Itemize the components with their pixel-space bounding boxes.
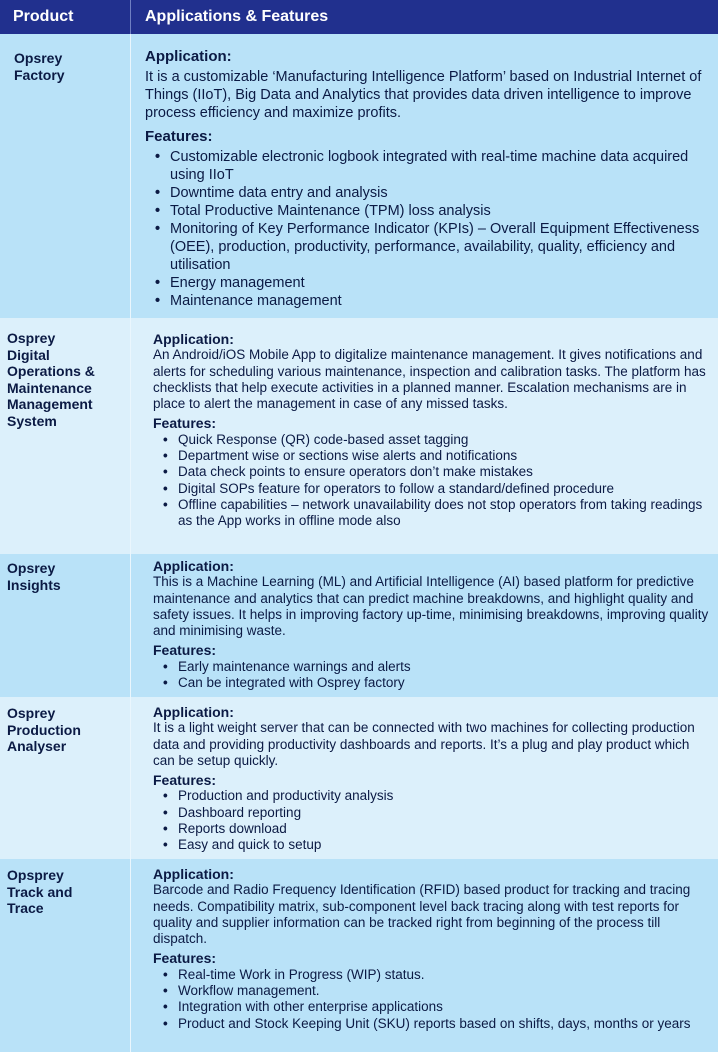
feature-item: • Data check points to ensure operators don’t make mistakes <box>153 464 712 480</box>
application-heading: Application: <box>153 704 234 720</box>
feature-item: • Reports download <box>153 821 712 837</box>
application-text: This is a Machine Learning (ML) and Artificial Intelligence (AI) based platform for predictive maintenance and analytics that can predict machine breakdowns, and highlight quality and safety issues. It helps in improving factory up-time, minimising breakdowns, improving quality and minimising waste. <box>153 574 709 639</box>
feature-item: • Digital SOPs feature for operators to follow a standard/defined procedure <box>153 481 712 497</box>
row-details <box>131 859 718 1052</box>
features-list <box>153 967 712 1032</box>
features-heading: Features: <box>153 642 217 659</box>
features-heading: Features: <box>145 128 213 145</box>
table-row <box>0 859 718 1052</box>
feature-item: • Product and Stock Keeping Unit (SKU) reports based on shifts, days, months or years <box>153 1016 712 1032</box>
table-row <box>0 34 718 318</box>
features-list <box>153 788 712 853</box>
features-list <box>153 659 712 692</box>
application-heading: Application: <box>153 866 234 882</box>
application-heading: Application: <box>145 48 232 65</box>
table-row <box>0 318 718 554</box>
feature-item: • Department wise or sections wise alerts and notifications <box>153 448 712 464</box>
feature-item: • Monitoring of Key Performance Indicator (KPIs) – Overall Equipment Effectiveness (OEE), production, productivity, performance, availability, quality, efficiency and utilisation <box>145 220 710 274</box>
application-text: It is a light weight server that can be connected with two machines for collecting production data and providing productivity dashboards and reports. It’s a plug and play product which can be setup quickly. <box>153 720 695 768</box>
feature-item: • Integration with other enterprise applications <box>153 999 712 1015</box>
table-header <box>0 0 718 34</box>
row-details <box>131 554 718 697</box>
feature-item: • Easy and quick to setup <box>153 837 712 853</box>
feature-item: • Customizable electronic logbook integrated with real-time machine data acquired using IIoT <box>145 148 710 184</box>
product-name: Opsrey Insights <box>0 554 131 697</box>
table-row <box>0 554 718 697</box>
feature-item: • Production and productivity analysis <box>153 788 712 804</box>
application-text: An Android/iOS Mobile App to digitalize maintenance management. It gives notifications and alerts for scheduling various maintenance, inspection and calibration tasks. The platform has checklists that help execute activities in a planned manner. Escalation mechanisms are in place to alert the management in case of any missed tasks. <box>153 347 706 412</box>
feature-item: • Total Productive Maintenance (TPM) loss analysis <box>145 202 710 220</box>
header-applications-features: Applications & Features <box>145 8 329 25</box>
feature-item: • Offline capabilities – network unavailability does not stop operators from taking readings as the App works in offline mode also <box>153 497 712 530</box>
feature-item: • Early maintenance warnings and alerts <box>153 659 712 675</box>
product-name: Osprey Digital Operations & Maintenance Management System <box>0 318 131 554</box>
table-row <box>0 697 718 859</box>
features-list <box>145 148 710 310</box>
product-name: Opsprey Track and Trace <box>0 859 131 1052</box>
feature-item: • Dashboard reporting <box>153 805 712 821</box>
application-heading: Application: <box>153 558 234 574</box>
features-heading: Features: <box>153 772 217 789</box>
application-heading: Application: <box>153 331 234 347</box>
product-name: Osprey Production Analyser <box>0 697 131 859</box>
feature-item: • Downtime data entry and analysis <box>145 184 710 202</box>
feature-item: • Maintenance management <box>145 292 710 310</box>
feature-item: • Energy management <box>145 274 710 292</box>
header-product: Product <box>0 0 131 34</box>
feature-item: • Real-time Work in Progress (WIP) status. <box>153 967 712 983</box>
application-text: It is a customizable ‘Manufacturing Intelligence Platform’ based on Industrial Internet of Things (IIoT), Big Data and Analytics that provides data driven intelligence to improve process efficiency and maximize profits. <box>145 69 702 121</box>
feature-item: • Workflow management. <box>153 983 712 999</box>
features-list <box>153 432 712 530</box>
features-heading: Features: <box>153 950 217 967</box>
product-name: Opsrey Factory <box>0 34 131 318</box>
row-details <box>131 318 718 554</box>
feature-item: • Quick Response (QR) code-based asset tagging <box>153 432 712 448</box>
row-details <box>131 697 718 859</box>
feature-item: • Can be integrated with Osprey factory <box>153 675 712 691</box>
application-text: Barcode and Radio Frequency Identification (RFID) based product for tracking and tracing needs. Compatibility matrix, sub-component level back tracing along with test reports for quality and supplier information can be tracked right from beginning of the process till dispatch. <box>153 882 691 947</box>
features-heading: Features: <box>153 415 217 432</box>
row-details <box>131 34 718 318</box>
